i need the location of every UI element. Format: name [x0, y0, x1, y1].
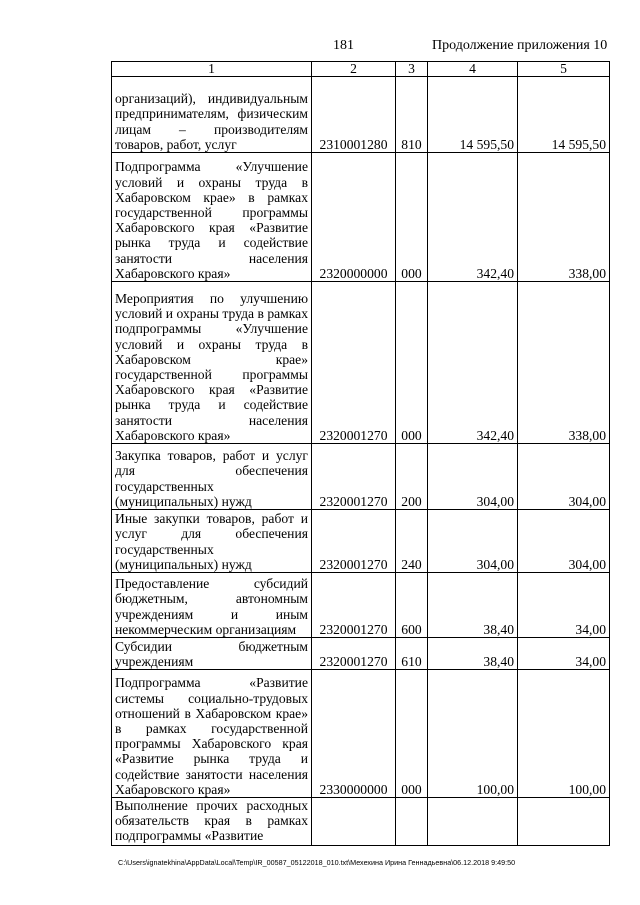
amount-cell: 34,00 — [518, 573, 610, 638]
table-row — [112, 798, 610, 846]
expense-type-cell: 240 — [396, 510, 428, 573]
row-name-cell: Предоставление субсидий бюджетным, автономным учреждениям и иным некоммерческим организациям — [112, 573, 312, 638]
target-article-code-cell: 2310001280 — [312, 77, 396, 153]
target-article-code-cell: 2320001270 — [312, 638, 396, 670]
row-name-cell: Подпрограмма «Улучшение условий и охраны труда в Хабаровском крае» в рамках государственной программы Хабаровского края «Развитие рынка труда и содействие занятости населения Хабаровского края» — [112, 153, 312, 282]
column-header: 1 — [112, 62, 312, 77]
column-header: 3 — [396, 62, 428, 77]
expense-type-cell — [396, 798, 428, 846]
expense-type-cell: 000 — [396, 670, 428, 798]
amount-cell: 34,00 — [518, 638, 610, 670]
amount-cell: 14 595,50 — [518, 77, 610, 153]
table-row — [112, 510, 610, 573]
row-name-cell: Подпрограмма «Развитие системы социально-трудовых отношений в Хабаровском крае» в рамках государственной программы Хабаровского края «Развитие рынка труда и содействие занятости населения Хабаровского края» — [112, 670, 312, 798]
table-row — [112, 444, 610, 510]
table-row — [112, 77, 610, 153]
amount-cell — [428, 798, 518, 846]
expense-type-cell: 810 — [396, 77, 428, 153]
expense-type-cell: 000 — [396, 282, 428, 444]
table-row — [112, 638, 610, 670]
expense-type-cell: 200 — [396, 444, 428, 510]
target-article-code-cell: 2320001270 — [312, 282, 396, 444]
table-row — [112, 573, 610, 638]
amount-cell: 38,40 — [428, 638, 518, 670]
budget-table — [111, 61, 610, 846]
table-row — [112, 282, 610, 444]
target-article-code-cell: 2320001270 — [312, 573, 396, 638]
amount-cell: 304,00 — [428, 510, 518, 573]
column-header: 2 — [312, 62, 396, 77]
expense-type-cell: 000 — [396, 153, 428, 282]
amount-cell: 338,00 — [518, 282, 610, 444]
table-header-row — [112, 62, 610, 77]
table-row — [112, 670, 610, 798]
target-article-code-cell: 2320001270 — [312, 510, 396, 573]
row-name-cell: Иные закупки товаров, работ и услуг для обеспечения государственных (муниципальных) нужд — [112, 510, 312, 573]
expense-type-cell: 600 — [396, 573, 428, 638]
row-name-cell: Мероприятия по улучшению условий и охраны труда в рамках подпрограммы «Улучшение условий и охраны труда в Хабаровском крае» государственной программы Хабаровского края «Развитие рынка труда и содействие занятости населения Хабаровского края» — [112, 282, 312, 444]
amount-cell: 342,40 — [428, 282, 518, 444]
amount-cell: 304,00 — [428, 444, 518, 510]
table-row — [112, 153, 610, 282]
amount-cell — [518, 798, 610, 846]
amount-cell: 14 595,50 — [428, 77, 518, 153]
column-header: 5 — [518, 62, 610, 77]
row-name-cell: Закупка товаров, работ и услуг для обеспечения государственных (муниципальных) нужд — [112, 444, 312, 510]
target-article-code-cell: 2330000000 — [312, 670, 396, 798]
row-name-cell: Субсидии бюджетным учреждениям — [112, 638, 312, 670]
page-number: 181 — [333, 38, 354, 53]
appendix-continuation-label: Продолжение приложения 10 — [432, 38, 608, 53]
expense-type-cell: 610 — [396, 638, 428, 670]
amount-cell: 100,00 — [428, 670, 518, 798]
amount-cell: 342,40 — [428, 153, 518, 282]
footer-file-path: C:\Users\ignatekhina\AppData\Local\Temp\IR_00587_05122018_010.txt\Мехехина Ирина Геннадьевна\06.12.2018 9:49:50 — [118, 858, 516, 867]
target-article-code-cell: 2320001270 — [312, 444, 396, 510]
column-header: 4 — [428, 62, 518, 77]
amount-cell: 304,00 — [518, 444, 610, 510]
row-name-cell: Выполнение прочих расходных обязательств края в рамках подпрограммы «Развитие — [112, 798, 312, 846]
amount-cell: 38,40 — [428, 573, 518, 638]
amount-cell: 304,00 — [518, 510, 610, 573]
amount-cell: 338,00 — [518, 153, 610, 282]
target-article-code-cell — [312, 798, 396, 846]
amount-cell: 100,00 — [518, 670, 610, 798]
target-article-code-cell: 2320000000 — [312, 153, 396, 282]
row-name-cell: организаций), индивидуальным предпринимателям, физическим лицам – производителям товаров, работ, услуг — [112, 77, 312, 153]
